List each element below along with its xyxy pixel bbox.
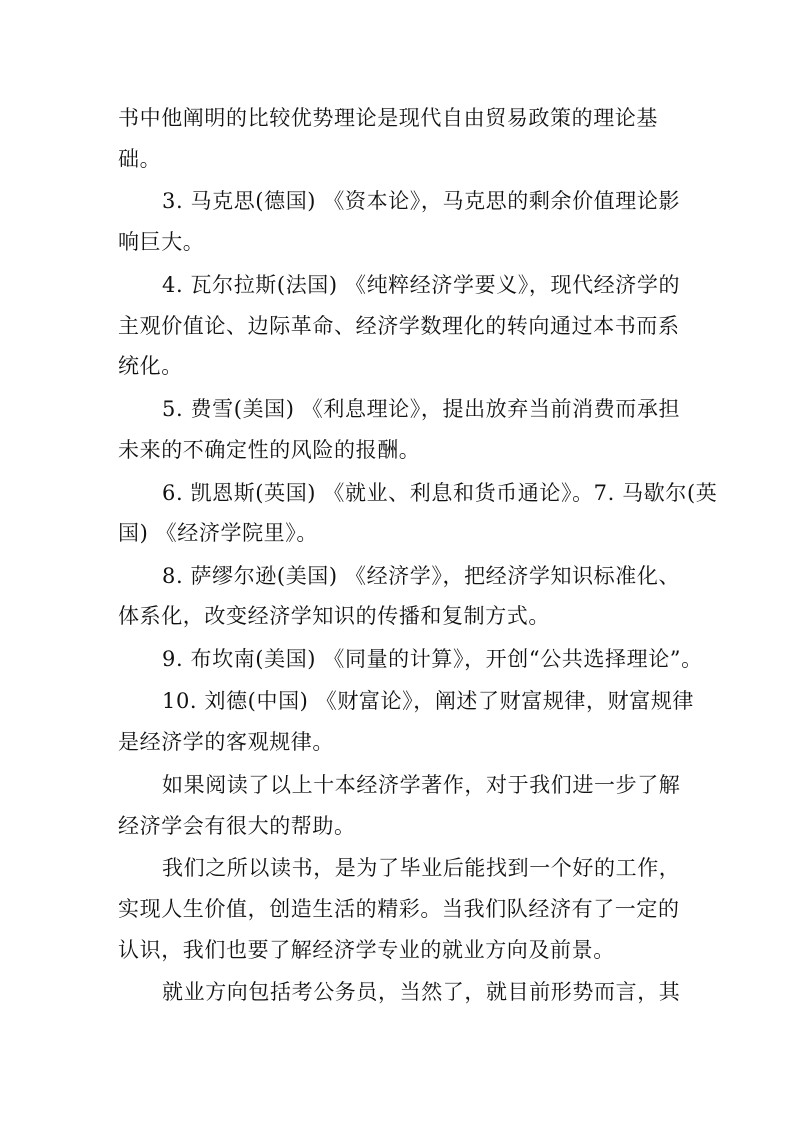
text-line: 10. 刘德(中国) 《财富论》，阐述了财富规律，财富规律: [162, 689, 695, 713]
text-line: 5. 费雪(美国) 《利息理论》，提出放弃当前消费而承担: [162, 397, 681, 421]
text-line: 我们之所以读书，是为了毕业后能找到一个好的工作，: [162, 856, 681, 880]
text-line: 8. 萨缪尔逊(美国) 《经济学》，把经济学知识标准化、: [162, 564, 681, 588]
text-line: 体系化，改变经济学知识的传播和复制方式。: [118, 604, 550, 628]
text-line: 9. 布坎南(美国) 《同量的计算》，开创“公共选择理论”。: [162, 647, 703, 671]
text-line: 6. 凯恩斯(英国) 《就业、利息和货币通论》。7. 马歇尔(英: [162, 481, 718, 505]
text-line: 经济学会有很大的帮助。: [118, 814, 356, 838]
text-line: 国) 《经济学院里》。: [118, 521, 318, 545]
text-line: 实现人生价值，创造生活的精彩。当我们队经济有了一定的: [118, 897, 680, 921]
text-line: 础。: [118, 147, 162, 171]
text-line: 主观价值论、边际革命、经济学数理化的转向通过本书而系: [118, 314, 680, 338]
text-line: 就业方向包括考公务员，当然了，就目前形势而言，其: [162, 980, 681, 1004]
text-line: 3. 马克思(德国) 《资本论》，马克思的剩余价值理论影: [162, 189, 681, 213]
text-line: 是经济学的客观规律。: [118, 730, 334, 754]
text-line: 未来的不确定性的风险的报酬。: [118, 438, 421, 462]
text-line: 统化。: [118, 354, 183, 378]
text-line: 如果阅读了以上十本经济学著作，对于我们进一步了解: [162, 773, 681, 797]
text-line: 4. 瓦尔拉斯(法国) 《纯粹经济学要义》，现代经济学的: [162, 273, 681, 297]
text-line: 响巨大。: [118, 230, 205, 254]
text-line: 认识，我们也要了解经济学专业的就业方向及前景。: [118, 938, 615, 962]
text-line: 书中他阐明的比较优势理论是现代自由贸易政策的理论基: [118, 106, 658, 130]
